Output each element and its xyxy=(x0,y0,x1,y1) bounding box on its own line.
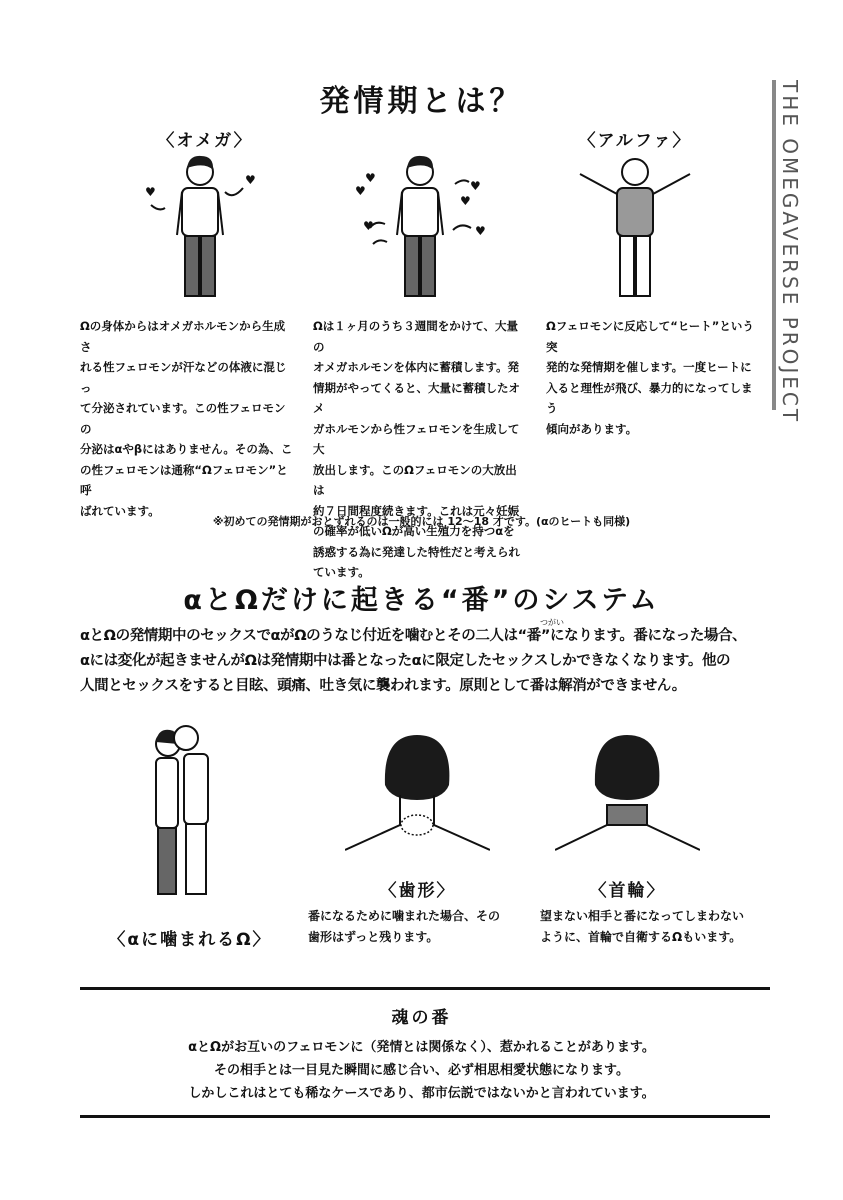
text-line: 約７日間程度続きます。これは元々妊娠 xyxy=(313,503,520,518)
text-line: 歯形はずっと残ります。 xyxy=(308,929,439,944)
teeth-description xyxy=(308,906,528,947)
text-line: ガホルモンから性フェロモンを生成して大 xyxy=(313,421,520,456)
omega-heat-illustration xyxy=(345,150,495,310)
sidebar-text: THE OMEGAVERSE PROJECT xyxy=(778,80,802,425)
first-heat-note: ※初めての発情期がおとずれるのは一般的には 12〜18 才です。(αのヒートも同様) xyxy=(212,515,631,528)
text-line: Ωフェロモンに反応して“ヒート”という突 xyxy=(546,319,754,354)
text-line: αには変化が起きませんがΩは発情期中は番となったαに限定したセックスしかできなくなります。他の xyxy=(80,653,731,669)
omega-figure-illustration xyxy=(135,150,265,310)
text-line: Ωは１ヶ月のうち３週間をかけて、大量の xyxy=(313,319,519,354)
collar-description xyxy=(540,906,770,947)
text-line: 分泌はαやβにはありません。その為、こ xyxy=(80,442,293,456)
text-line: ように、首輪で自衛するΩもいます。 xyxy=(540,929,742,944)
text-line: の確率が低いΩが高い生殖力を持つαを xyxy=(313,524,515,538)
svg-text:♥: ♥ xyxy=(460,194,471,208)
heat-description xyxy=(313,316,528,583)
ruby-text: つがい xyxy=(540,618,564,627)
alpha-description xyxy=(546,316,761,439)
pair-bond-description xyxy=(80,624,780,699)
svg-text:♥: ♥ xyxy=(245,173,256,187)
text-line: αとΩの発情期中のセックスでαがΩのうなじ付近を噛むとその二人は“番”になります。番になった場合、 xyxy=(80,628,747,644)
svg-text:♥: ♥ xyxy=(363,219,374,233)
section2-title: αとΩだけに起きる“番”のシステム xyxy=(183,585,660,616)
text-line: 誘惑する為に発達した特性だと考えられ xyxy=(313,544,520,559)
collar-illustration xyxy=(555,725,700,855)
text-line: て分泌されています。この性フェロモンの xyxy=(80,401,286,436)
svg-text:♥: ♥ xyxy=(470,179,481,193)
section3-title: 魂の番 xyxy=(391,1008,452,1028)
text-line: ばれています。 xyxy=(80,503,160,518)
text-line: Ωの身体からはオメガホルモンから生成さ xyxy=(80,319,286,354)
text-line: ています。 xyxy=(313,565,370,579)
text-line: しかしこれはとても稀なケースであり、都市伝説ではないかと言われています。 xyxy=(188,1086,655,1101)
svg-text:♥: ♥ xyxy=(365,171,376,185)
top-divider xyxy=(80,987,770,990)
text-line: 発的な発情期を催します。一度ヒートに xyxy=(546,360,752,374)
teeth-label: 〈歯形〉 xyxy=(379,881,456,901)
text-line: オメガホルモンを体内に蓄積します。発 xyxy=(313,360,519,374)
text-line: αとΩがお互いのフェロモンに（発情とは関係なく）、惹かれることがあります。 xyxy=(188,1040,655,1055)
text-line: その相手とは一目見た瞬間に感じ合い、必ず相思相愛状態になります。 xyxy=(214,1063,629,1078)
teeth-mark-illustration xyxy=(345,725,490,855)
text-line: 情期がやってくると、大量に蓄積したオメ xyxy=(313,380,520,415)
text-line: 番になるために噛まれた場合、その xyxy=(308,909,501,923)
omega-label: 〈オメガ〉 xyxy=(157,131,253,151)
collar-label: 〈首輪〉 xyxy=(589,881,666,901)
text-line: 人間とセックスをすると目眩、頭痛、吐き気に襲われます。原則として番は解消ができません。 xyxy=(80,678,686,694)
soulmate-description xyxy=(0,1036,843,1105)
svg-text:♥: ♥ xyxy=(355,184,366,198)
sidebar-label xyxy=(772,80,804,425)
text-line: 傾向があります。 xyxy=(546,421,638,436)
bite-illustration xyxy=(140,720,240,905)
text-line: 入ると理性が飛び、暴力的になってしまう xyxy=(546,380,753,415)
text-line: 望まない相手と番になってしまわない xyxy=(540,909,745,923)
text-line: の性フェロモンは通称“Ωフェロモン”と呼 xyxy=(80,462,288,497)
text-line: れる性フェロモンが汗などの体液に混じっ xyxy=(80,360,287,395)
bottom-divider xyxy=(80,1115,770,1118)
alpha-label: 〈アルファ〉 xyxy=(578,131,692,151)
svg-text:♥: ♥ xyxy=(145,185,156,199)
section1-title: 発情期とは？ xyxy=(319,84,524,119)
text-line: 放出します。このΩフェロモンの大放出は xyxy=(313,462,517,497)
alpha-figure-illustration xyxy=(575,150,695,310)
omega-description xyxy=(80,316,295,521)
bite-label: 〈αに噛まれるΩ〉 xyxy=(108,930,272,950)
svg-text:♥: ♥ xyxy=(475,224,486,238)
